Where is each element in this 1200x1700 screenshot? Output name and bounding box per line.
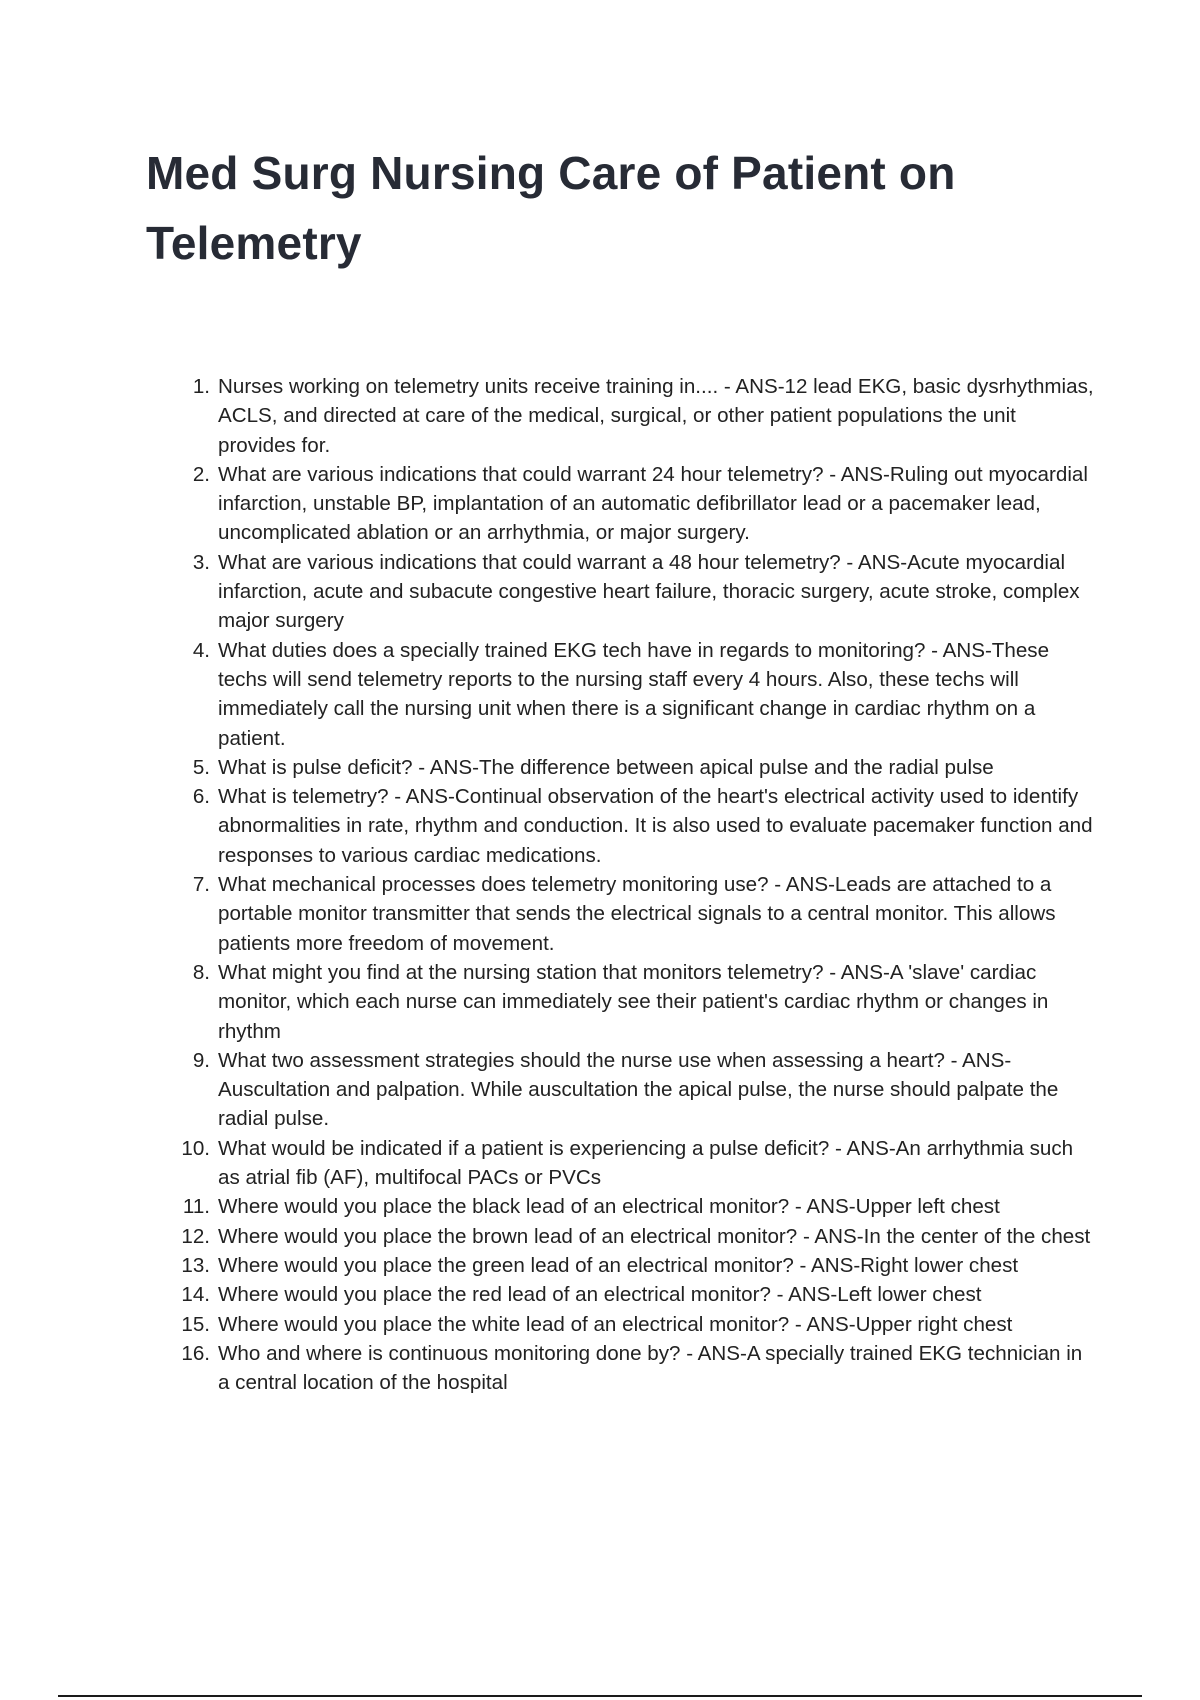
item-number: 10. [181,1136,210,1160]
item-number: 14. [181,1283,210,1307]
item-number: 9. [192,1048,210,1072]
list-item [146,1134,1096,1193]
list-item [146,1192,1096,1221]
item-number: 15. [181,1312,210,1336]
list-item [146,548,1096,636]
item-text: Where would you place the red lead of an electrical monitor? - ANS-Left lower chest [218,1283,982,1307]
list-item [146,1339,1096,1398]
page-divider [58,1695,1142,1697]
item-number: 3. [192,550,210,574]
item-text: Nurses working on telemetry units receive training in.... - ANS-12 lead EKG, basic dysrhythmias, ACLS, and directed at care of the medical, surgical, or other patient populations the unit provides for. [218,375,1094,457]
item-text: What might you find at the nursing station that monitors telemetry? - ANS-A 'slave' cardiac monitor, which each nurse can immediately see their patient's cardiac rhythm or changes in rhythm [218,960,1049,1043]
page-title: Med Surg Nursing Care of Patient on Telemetry [146,147,956,269]
list-item [146,1222,1096,1251]
item-text: What is pulse deficit? - ANS-The difference between apical pulse and the radial pulse [218,755,994,779]
item-text: What mechanical processes does telemetry monitoring use? - ANS-Leads are attached to a portable monitor transmitter that sends the electrical signals to a central monitor. This allows patients more freedom of movement. [218,873,1056,955]
item-text: Where would you place the white lead of an electrical monitor? - ANS-Upper right chest [218,1312,1013,1336]
list-item [146,1310,1096,1339]
item-number: 7. [192,873,210,897]
list-item [146,636,1096,753]
list-item [146,753,1096,782]
item-text: Where would you place the brown lead of an electrical monitor? - ANS-In the center of the chest [218,1224,1091,1248]
item-number: 13. [181,1253,210,1277]
list-item [146,372,1096,460]
item-text: What would be indicated if a patient is experiencing a pulse deficit? - ANS-An arrhythmia such as atrial fib (AF), multifocal PACs or PVCs [218,1136,1074,1190]
item-text: What is telemetry? - ANS-Continual observation of the heart's electrical activity used to identify abnormalities in rate, rhythm and conduction. It is also used to evaluate pacemaker function and responses to various cardiac medications. [218,785,1093,867]
list-item [146,958,1096,1046]
item-number: 4. [192,638,210,662]
item-text: What are various indications that could warrant 24 hour telemetry? - ANS-Ruling out myocardial infarction, unstable BP, implantation of an automatic defibrillator lead or a pacemaker lead, uncomplicated ablation or an arrhythmia, or major surgery. [218,462,1088,545]
list-item [146,460,1096,548]
item-text: What duties does a specially trained EKG tech have in regards to monitoring? - ANS-These techs will send telemetry reports to the nursing staff every 4 hours. Also, these techs will immediately call the nursing unit when there is a significant change in cardiac rhythm on a patient. [218,638,1050,750]
list-item [146,1280,1096,1309]
item-number: 8. [192,960,210,984]
item-number: 16. [181,1341,210,1365]
list-item [146,782,1096,870]
item-number: 6. [192,785,210,809]
item-text: What are various indications that could warrant a 48 hour telemetry? - ANS-Acute myocardial infarction, acute and subacute congestive heart failure, thoracic surgery, acute stroke, complex major surgery [218,550,1080,633]
item-text: Where would you place the black lead of an electrical monitor? - ANS-Upper left chest [218,1195,1000,1219]
item-text: Who and where is continuous monitoring done by? - ANS-A specially trained EKG technician in a central location of the hospital [218,1341,1083,1395]
item-number: 11. [182,1195,210,1219]
list-item [146,1251,1096,1280]
item-text: What two assessment strategies should the nurse use when assessing a heart? - ANS-Auscultation and palpation. While auscultation the apical pulse, the nurse should palpate the radial pulse. [218,1048,1059,1131]
list-item [146,1046,1096,1134]
qa-list [146,372,1096,1397]
list-item [146,870,1096,958]
item-number: 2. [192,462,210,486]
item-text: Where would you place the green lead of an electrical monitor? - ANS-Right lower chest [218,1253,1019,1277]
item-number: 12. [181,1224,210,1248]
item-number: 1. [192,375,210,398]
item-number: 5. [192,755,210,779]
